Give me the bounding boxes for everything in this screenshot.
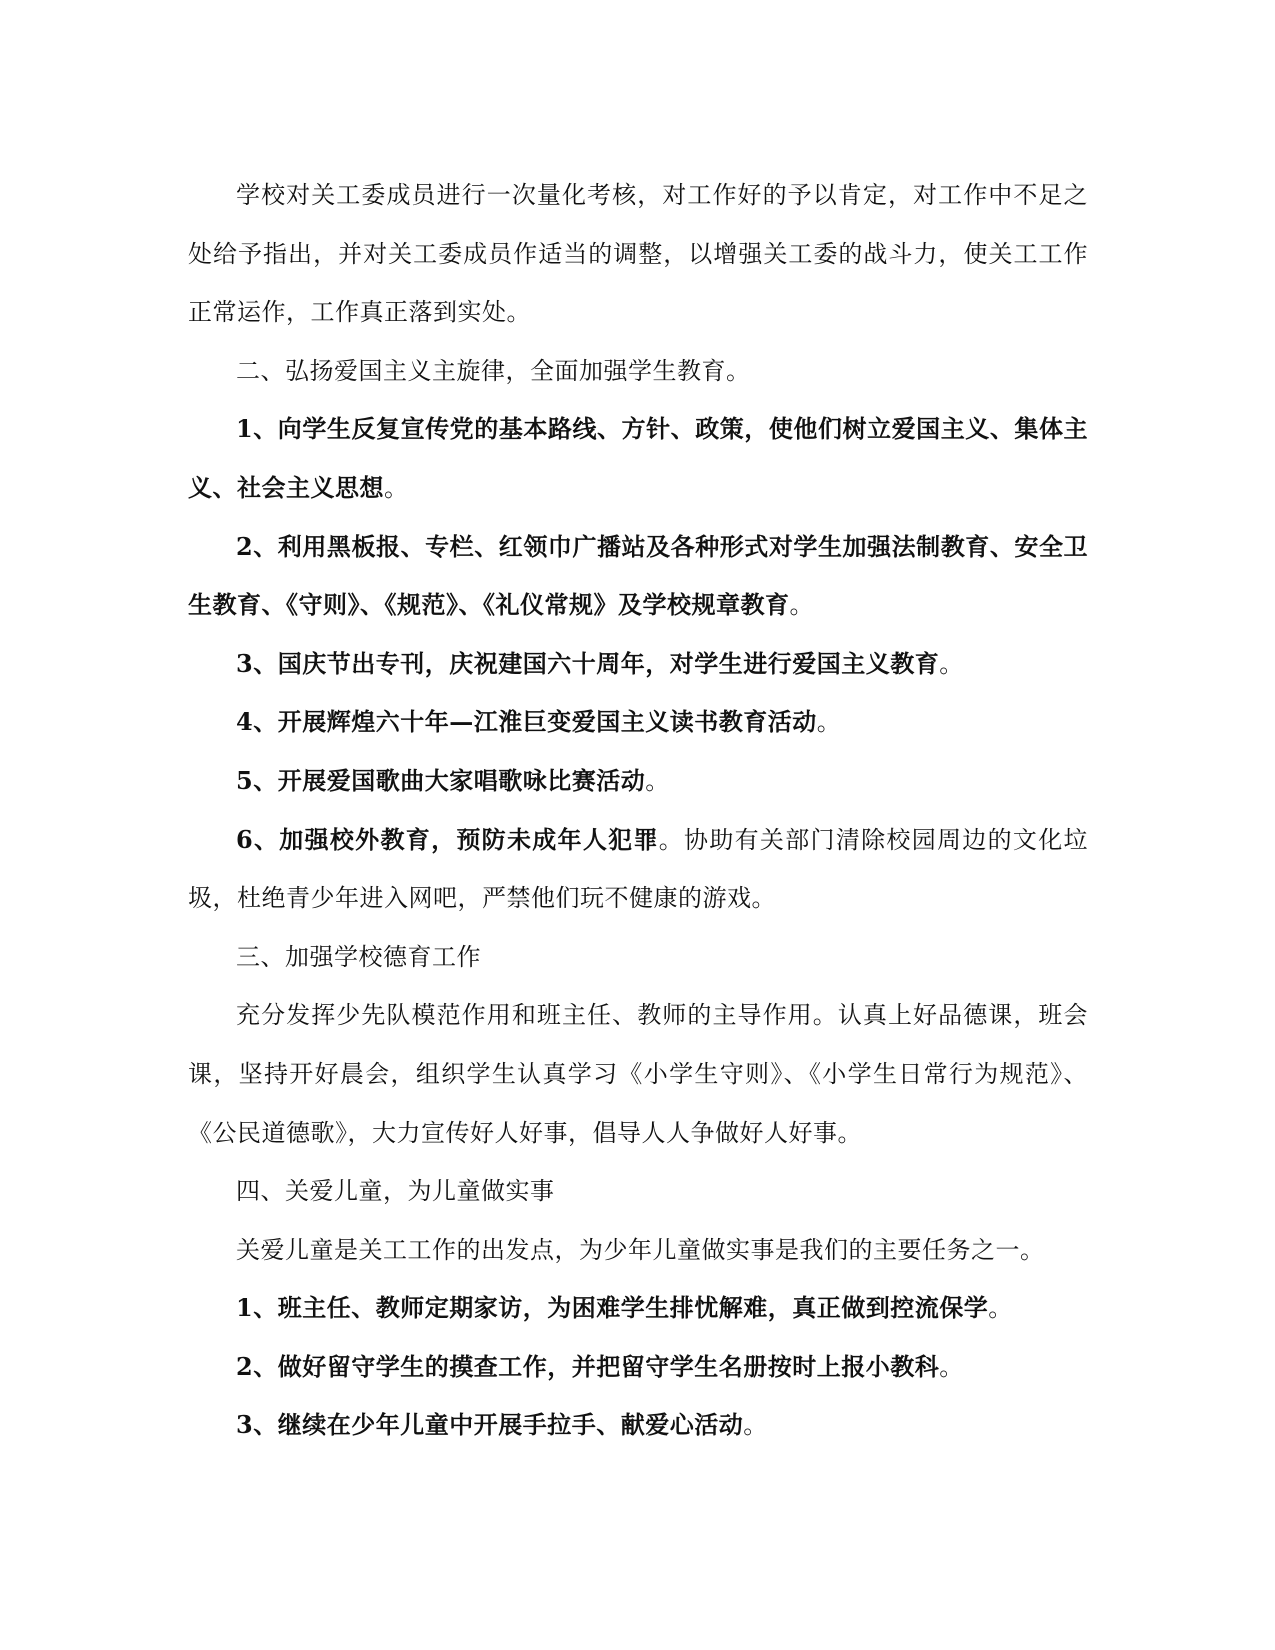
document-body	[188, 166, 1088, 1455]
section-heading-patriotism: 二、弘扬爱国主义主旋律，全面加强学生教育。	[236, 356, 751, 385]
section-heading-care-children: 四、关爱儿童，为儿童做实事	[236, 1177, 555, 1206]
care-list-item-2: 2、做好留守学生的摸查工作，并把留守学生名册按时上报小教科。	[236, 1351, 964, 1381]
list-item-5: 5、开展爱国歌曲大家唱歌咏比赛活动。	[236, 765, 670, 795]
care-list-item-1: 1、班主任、教师定期家访，为困难学生排忧解难，真正做到控流保学。	[236, 1293, 1013, 1323]
paragraph-assessment: 学校对关工委成员进行一次量化考核，对工作好的予以肯定，对工作中不足之处给予指出，并对关工委成员作适当的调整，以增强关工委的战斗力，使关工工作正常运作，工作真正落到实处。	[188, 181, 1088, 327]
list-item-1: 1、向学生反复宣传党的基本路线、方针、政策，使他们树立爱国主义、集体主义、社会主义思想。	[188, 414, 1088, 502]
list-item-4: 4、开展辉煌六十年—江淮巨变爱国主义读书教育活动。	[236, 707, 842, 737]
paragraph-moral-education: 充分发挥少先队模范作用和班主任、教师的主导作用。认真上好品德课，班会课，坚持开好晨会，组织学生认真学习《小学生守则》、《小学生日常行为规范》、《公民道德歌》，大力宣传好人好事，倡导人人争做好人好事。	[188, 1001, 1088, 1147]
section-heading-moral-education: 三、加强学校德育工作	[236, 942, 481, 971]
list-item-6: 6、加强校外教育，预防未成年人犯罪。协助有关部门清除校园周边的文化垃圾，杜绝青少年进入网吧，严禁他们玩不健康的游戏。	[188, 824, 1088, 913]
list-item-3: 3、国庆节出专刊，庆祝建国六十周年，对学生进行爱国主义教育。	[236, 648, 964, 678]
care-list-item-3: 3、继续在少年儿童中开展手拉手、献爱心活动。	[236, 1410, 768, 1440]
paragraph-care-children: 关爱儿童是关工工作的出发点，为少年儿童做实事是我们的主要任务之一。	[236, 1235, 1045, 1264]
list-item-2: 2、利用黑板报、专栏、红领巾广播站及各种形式对学生加强法制教育、安全卫生教育、《守则》、《规范》、《礼仪常规》及学校规章教育。	[188, 531, 1088, 620]
